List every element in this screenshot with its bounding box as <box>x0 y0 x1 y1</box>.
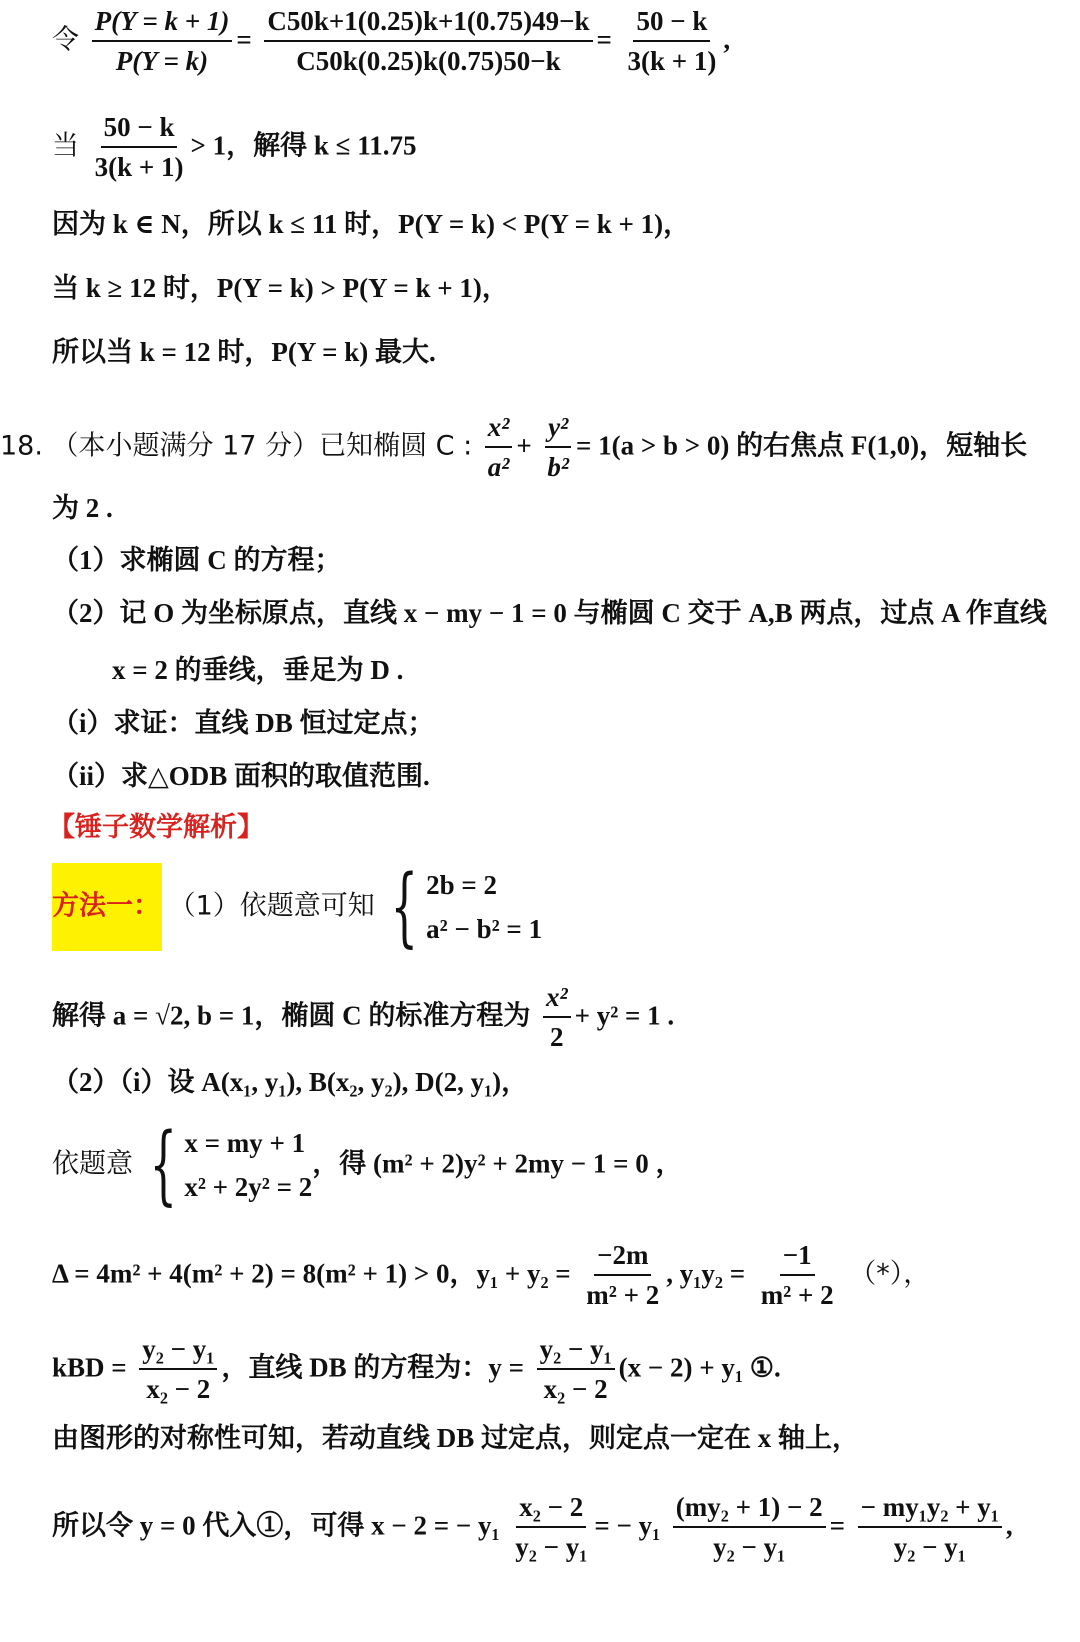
text: 所以令 y = 0 代入①，可得 x − 2 = − y₁ <box>52 1510 500 1541</box>
equation: 2b = 2 <box>426 870 497 900</box>
equation: x² + 2y² = 2 <box>184 1172 313 1202</box>
text: Δ = 4m² + 4(m² + 2) = 8(m² + 1) > 0，y₁ + y₂ = <box>52 1258 571 1289</box>
fraction <box>512 1488 590 1566</box>
denominator: 3(k + 1) <box>94 152 184 182</box>
line-delta <box>52 1236 1080 1314</box>
denominator: m² + 2 <box>760 1280 834 1310</box>
denominator: x₂ − 2 <box>146 1374 211 1404</box>
line-text: （i）求证：直线 DB 恒过定点； <box>52 708 435 738</box>
text: ，直线 DB 的方程为：y = <box>221 1352 524 1383</box>
fraction <box>624 2 719 80</box>
fraction <box>264 2 592 80</box>
fraction <box>583 1236 662 1314</box>
denominator: y₂ − y₁ <box>893 1532 966 1562</box>
numerator: 50 − k <box>101 108 178 148</box>
fraction: $\frac{\text{x²}}{2}$ <box>543 978 571 1056</box>
denominator: C50k(0.25)k(0.75)50−k <box>296 46 561 76</box>
fraction <box>758 1236 837 1314</box>
text: = 1(a > b > 0) 的右焦点 F(1,0)，短轴长 <box>575 430 1028 461</box>
text: （*）， <box>849 1258 931 1290</box>
fraction: $\frac{\text{y²}}{\text{b²}}$ <box>544 408 572 486</box>
line-text: 由图形的对称性可知，若动直线 DB 过定点，则定点一定在 x 轴上， <box>52 1423 860 1453</box>
text: 解得 a = √2, b = 1，椭圆 C 的标准方程为 <box>52 1000 531 1031</box>
denominator: 3(k + 1) <box>627 46 717 76</box>
text: （1）依题意可知 <box>168 890 375 922</box>
denominator: y₂ − y₁ <box>515 1532 588 1562</box>
numerator: (my₂ + 1) − 2 <box>673 1488 826 1528</box>
numerator: − my₁y₂ + y₁ <box>858 1488 1002 1528</box>
denominator: x₂ − 2 <box>543 1374 608 1404</box>
text: kBD = <box>52 1352 127 1383</box>
equation-system: { 2b = 2 a² − b² = 1 <box>391 857 543 957</box>
line-ratio: 令 $\frac{P(Y = k + 1)}{P(Y = k)}$ = $\frac{C50k+1(0.25)k+1(0.75)49-k}{C50k(0.25)k(0.75)50-k}$ = $\frac{50 - k}{3(k + 1)}$ , <box>52 2 1080 80</box>
denominator: m² + 2 <box>586 1280 660 1310</box>
line-text: （2）记 O 为坐标原点，直线 x − my − 1 = 0 与椭圆 C 交于 A,B 两点，过点 A 作直线 <box>52 598 1047 628</box>
equation-system: { x = my + 1 x² + 2y² = 2 <box>149 1115 313 1215</box>
question-18: 18. （本小题满分 17 分）已知椭圆 C : $\frac{\text{x²}}{\text{a²}}$ + $\frac{\text{y²}}{\text{b²}}$ = 1(a > b > 0) 的右焦点 F(1,0)，短轴长 <box>0 408 1080 486</box>
text: + y² = 1 . <box>574 1000 675 1031</box>
denominator: y₂ − y₁ <box>713 1532 786 1562</box>
line-text: 所以当 k = 12 时，P(Y = k) 最大. <box>52 337 436 367</box>
text: 当 <box>52 130 79 162</box>
question-number: 18. <box>0 430 43 462</box>
section-title: 【锤子数学解析】 <box>48 812 264 843</box>
fraction <box>92 108 187 186</box>
text: > 1，解得 k ≤ 11.75 <box>190 130 417 161</box>
line-text: 因为 k ∈ N，所以 k ≤ 11 时，P(Y = k) < P(Y = k + 1)， <box>52 209 691 239</box>
line-text: 为 2 . <box>52 493 113 523</box>
text: （本小题满分 17 分）已知椭圆 C : <box>51 430 473 462</box>
fraction: $\frac{\text{x²}}{\text{a²}}$ <box>485 408 513 486</box>
numerator: y₂ − y₁ <box>139 1330 217 1370</box>
line-text: （ii）求△ODB 面积的取值范围. <box>52 761 430 791</box>
fraction <box>92 2 233 80</box>
text: = − y₁ <box>594 1510 661 1541</box>
line-solution <box>52 978 1080 1056</box>
line-text: （2）（i）设 A(x₁, y₁), B(x₂, y₂), D(2, y₁)， <box>52 1067 529 1097</box>
numerator: −2m <box>594 1236 651 1276</box>
line-text: x = 2 的垂线，垂足为 D . <box>112 655 404 685</box>
fraction <box>673 1488 826 1566</box>
numerator: P(Y = k + 1) <box>92 2 233 42</box>
text: (x − 2) + y₁ ①. <box>618 1352 781 1383</box>
text: = <box>829 1510 846 1541</box>
line-condition <box>52 108 1080 186</box>
method-label: 方法一： <box>52 890 160 922</box>
numerator: −1 <box>780 1236 815 1276</box>
equation: a² − b² = 1 <box>426 914 543 944</box>
equation: x = my + 1 <box>184 1128 306 1158</box>
line-method <box>52 857 1080 957</box>
text: , y₁y₂ = <box>666 1258 746 1289</box>
denominator: P(Y = k) <box>115 46 209 76</box>
numerator: 50 − k <box>633 2 710 42</box>
numerator: C50k+1(0.25)k+1(0.75)49−k <box>264 2 592 42</box>
text: ，得 (m² + 2)y² + 2my − 1 = 0 ， <box>312 1148 683 1179</box>
text: , <box>1005 1510 1013 1541</box>
numerator: y₂ − y₁ <box>537 1330 615 1370</box>
line-text: （1）求椭圆 C 的方程； <box>52 545 342 575</box>
fraction <box>139 1330 217 1408</box>
numerator: x₂ − 2 <box>516 1488 586 1528</box>
line-system <box>52 1115 1080 1215</box>
line-slope <box>52 1330 1080 1408</box>
text: 依题意 <box>52 1148 133 1180</box>
text: 令 <box>52 24 79 56</box>
fraction <box>858 1488 1002 1566</box>
fraction <box>537 1330 615 1408</box>
line-text: 当 k ≥ 12 时，P(Y = k) > P(Y = k + 1)， <box>52 273 509 303</box>
line-substitution <box>52 1488 1080 1566</box>
